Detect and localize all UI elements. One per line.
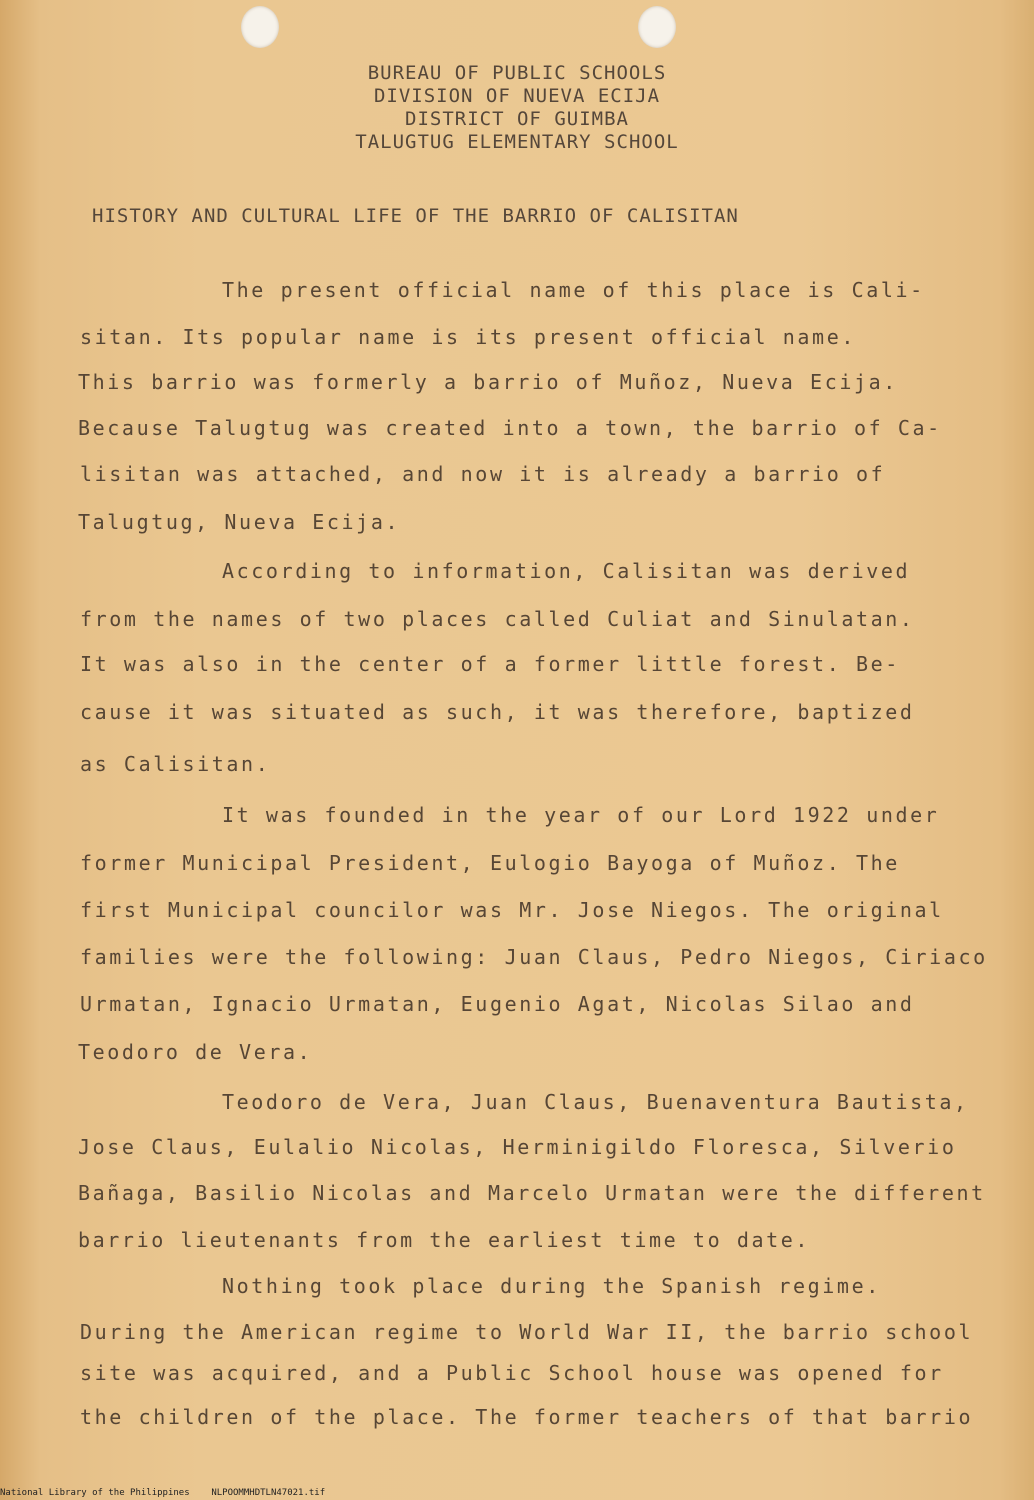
- body-line: Jose Claus, Eulalio Nicolas, Herminigildo Floresca, Silverio: [78, 1135, 957, 1159]
- body-line: sitan. Its popular name is its present official name.: [80, 325, 856, 349]
- punch-hole: [638, 6, 676, 48]
- body-line: Teodoro de Vera, Juan Claus, Buenaventura Bautista,: [222, 1090, 969, 1114]
- header-district: DISTRICT OF GUIMBA: [405, 108, 629, 130]
- body-line: According to information, Calisitan was derived: [222, 559, 911, 583]
- footer-filename: NLPOOMMHDTLN47021.tif: [211, 1488, 326, 1498]
- body-line: former Municipal President, Eulogio Bayoga of Muñoz. The: [80, 851, 900, 875]
- body-line: first Municipal councilor was Mr. Jose Niegos. The original: [80, 898, 944, 922]
- body-line: barrio lieutenants from the earliest time to date.: [78, 1228, 811, 1252]
- body-line: It was founded in the year of our Lord 1922 under: [222, 803, 940, 827]
- body-line: from the names of two places called Culiat and Sinulatan.: [80, 607, 915, 631]
- body-line: the children of the place. The former teachers of that barrio: [80, 1405, 974, 1429]
- body-line: Talugtug, Nueva Ecija.: [78, 510, 401, 534]
- header-school: TALUGTUG ELEMENTARY SCHOOL: [355, 131, 679, 153]
- body-line: This barrio was formerly a barrio of Muñoz, Nueva Ecija.: [78, 370, 898, 394]
- punch-hole: [241, 6, 279, 48]
- body-line: Nothing took place during the Spanish regime.: [222, 1274, 881, 1298]
- body-line: site was acquired, and a Public School house was opened for: [80, 1361, 944, 1385]
- body-line: lisitan was attached, and now it is already a barrio of: [80, 462, 886, 486]
- body-line: During the American regime to World War II, the barrio school: [80, 1320, 974, 1344]
- body-line: Because Talugtug was created into a town, the barrio of Ca-: [78, 416, 942, 440]
- header-division: DIVISION OF NUEVA ECIJA: [373, 85, 661, 107]
- body-line: cause it was situated as such, it was therefore, baptized: [80, 700, 915, 724]
- body-line: as Calisitan.: [80, 752, 271, 776]
- footer-library: National Library of the Philippines: [0, 1488, 190, 1498]
- scan-footer: [0, 1488, 325, 1498]
- body-line: Teodoro de Vera.: [78, 1040, 313, 1064]
- body-line: Bañaga, Basilio Nicolas and Marcelo Urmatan were the different: [78, 1181, 986, 1205]
- body-line: families were the following: Juan Claus, Pedro Niegos, Ciriaco: [80, 945, 988, 969]
- document-title: HISTORY AND CULTURAL LIFE OF THE BARRIO OF CALISITAN: [92, 205, 739, 227]
- body-line: The present official name of this place is Cali-: [222, 278, 925, 302]
- header-bureau: BUREAU OF PUBLIC SCHOOLS: [367, 62, 667, 84]
- body-line: It was also in the center of a former little forest. Be-: [80, 652, 900, 676]
- body-line: Urmatan, Ignacio Urmatan, Eugenio Agat, Nicolas Silao and: [80, 992, 915, 1016]
